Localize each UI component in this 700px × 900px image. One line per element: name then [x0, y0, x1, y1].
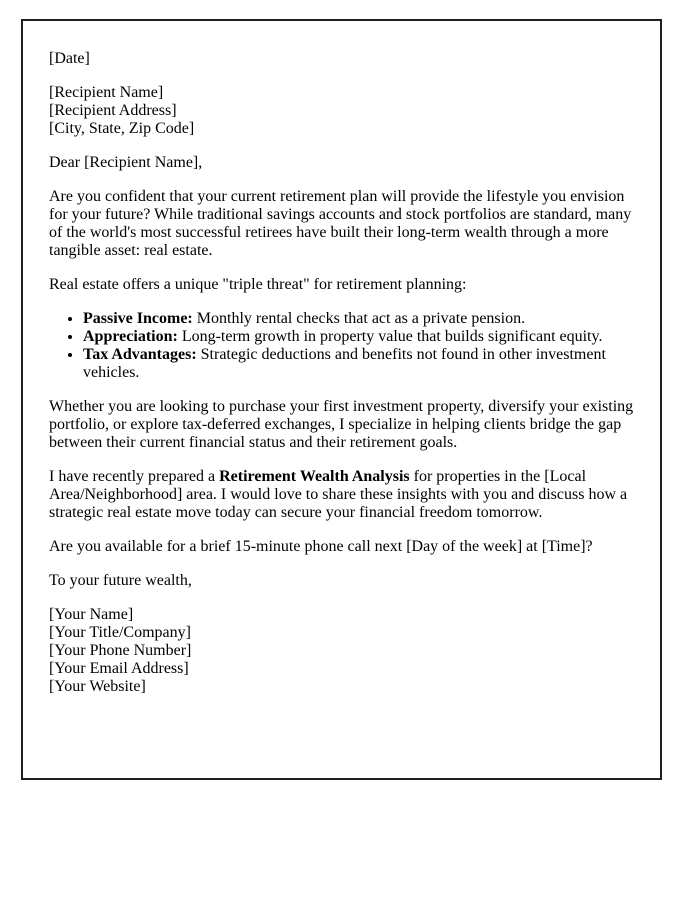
services-text: Whether you are looking to purchase your first investment property, diversify your existing portfolio, or explore tax-deferred exchanges, I specialize in helping clients bridge the gap between their current financial status and their retirement goals. [49, 398, 634, 451]
date-placeholder: [Date] [49, 50, 90, 67]
signature-phone-line: [Your Phone Number] [49, 642, 192, 659]
analysis-text-before: I have recently prepared a [49, 468, 220, 485]
benefit-text: Strategic deductions and benefits not found in other investment vehicles. [83, 346, 606, 381]
intro-text: Are you confident that your current retirement plan will provide the lifestyle you envision for your future? While traditional savings accounts and stock portfolios are standard, many of the world's most successful retirees have built their long-term wealth through a more tangible asset: real estate. [49, 188, 632, 259]
benefit-item-passive-income [83, 310, 634, 328]
benefit-text: Monthly rental checks that act as a private pension. [192, 310, 526, 327]
recipient-block [49, 84, 634, 138]
salutation [49, 154, 634, 172]
signature-website-line: [Your Website] [49, 678, 146, 695]
benefit-text: Long-term growth in property value that builds significant equity. [177, 328, 603, 345]
benefit-label: Passive Income: [83, 310, 193, 327]
lead-in-paragraph [49, 276, 634, 294]
recipient-address-line: [Recipient Address] [49, 102, 177, 119]
lead-in-text: Real estate offers a unique "triple threat" for retirement planning: [49, 276, 467, 293]
closing-text: To your future wealth, [49, 572, 192, 589]
analysis-paragraph [49, 468, 634, 522]
signature-name-line: [Your Name] [49, 606, 134, 623]
intro-paragraph [49, 188, 634, 260]
analysis-highlight: Retirement Wealth Analysis [219, 468, 410, 485]
analysis-text-after: for properties in the [Local Area/Neighborhood] area. I would love to share these insights with you and discuss how a strategic real estate move today can secure your financial freedom tomorrow. [49, 468, 628, 521]
signature-title-company-line: [Your Title/Company] [49, 624, 191, 641]
signature-email-line: [Your Email Address] [49, 660, 189, 677]
services-paragraph [49, 398, 634, 452]
call-to-action-text: Are you available for a brief 15-minute phone call next [Day of the week] at [Time]? [49, 538, 593, 555]
benefit-item-tax-advantages [83, 346, 634, 382]
closing-line [49, 572, 634, 590]
benefits-list [49, 310, 634, 382]
recipient-name-line: [Recipient Name] [49, 84, 164, 101]
benefit-label: Appreciation: [83, 328, 178, 345]
benefit-label: Tax Advantages: [83, 346, 197, 363]
salutation-text: Dear [Recipient Name], [49, 154, 203, 171]
letter-document [21, 19, 662, 780]
benefit-item-appreciation [83, 328, 634, 346]
date-line [49, 50, 634, 68]
call-to-action-paragraph [49, 538, 634, 556]
recipient-city-state-zip-line: [City, State, Zip Code] [49, 120, 195, 137]
signature-block [49, 606, 634, 696]
